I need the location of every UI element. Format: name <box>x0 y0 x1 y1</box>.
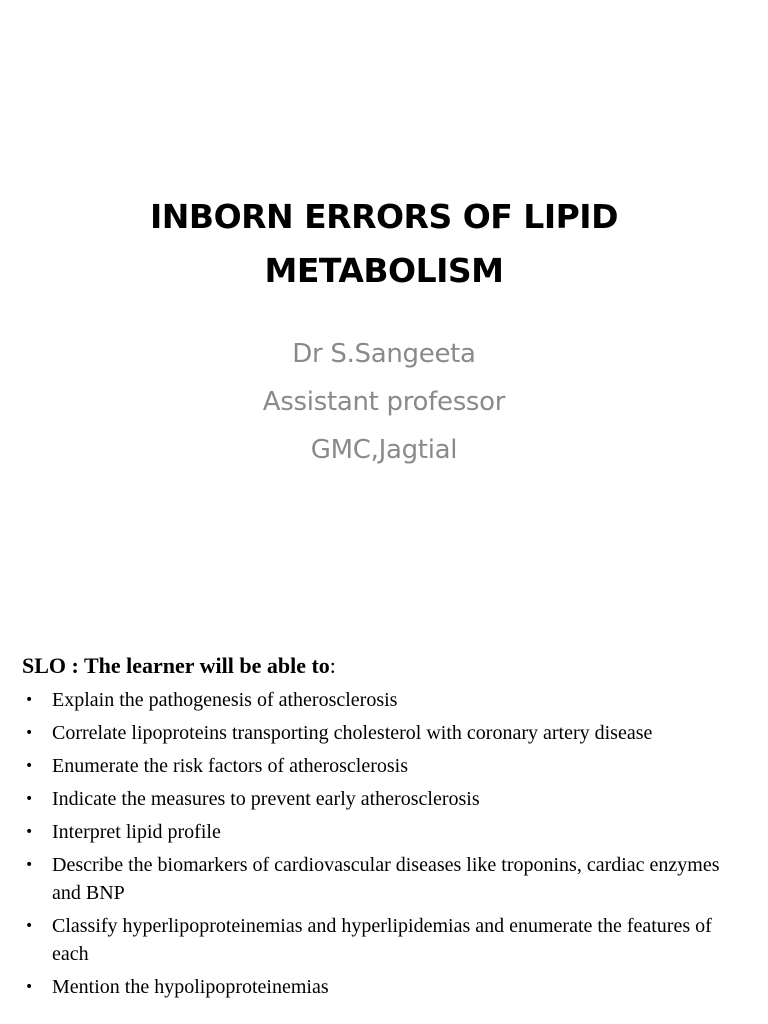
bullet-icon: • <box>25 918 34 934</box>
list-item: • Classify hyperlipoproteinemias and hyperlipidemias and enumerate the features of each <box>22 912 742 968</box>
bullet-icon: • <box>25 979 34 995</box>
slide-subtitle <box>40 330 728 474</box>
bullet-icon: • <box>25 791 34 807</box>
title-line-1: INBORN ERRORS OF LIPID <box>150 197 618 236</box>
slide-title <box>40 190 728 298</box>
bullet-icon: • <box>25 857 34 873</box>
list-item: • Correlate lipoproteins transporting cholesterol with coronary artery disease <box>22 719 742 747</box>
list-item: • Interpret lipid profile <box>22 818 742 846</box>
slo-list <box>22 686 742 1006</box>
bullet-icon: • <box>25 725 34 741</box>
list-item: • Mention the hypolipoproteinemias <box>22 973 742 1001</box>
slo-heading-colon: : <box>329 653 336 678</box>
slo-slide <box>0 576 768 1024</box>
author-institution: GMC,Jagtial <box>310 435 458 465</box>
author-designation: Assistant professor <box>262 387 506 417</box>
list-item: • Describe the biomarkers of cardiovascular diseases like troponins, cardiac enzymes and BNP <box>22 851 742 907</box>
list-item: • Explain the pathogenesis of atherosclerosis <box>22 686 742 714</box>
slo-heading-bold: SLO : The learner will be able to <box>22 653 330 678</box>
author-name: Dr S.Sangeeta <box>292 339 476 369</box>
title-line-2: METABOLISM <box>264 251 504 290</box>
bullet-icon: • <box>25 692 34 708</box>
bullet-icon: • <box>25 824 34 840</box>
slo-heading <box>22 653 336 679</box>
list-item: • Enumerate the risk factors of atherosclerosis <box>22 752 742 780</box>
bullet-icon: • <box>25 758 34 774</box>
list-item: • Indicate the measures to prevent early atherosclerosis <box>22 785 742 813</box>
